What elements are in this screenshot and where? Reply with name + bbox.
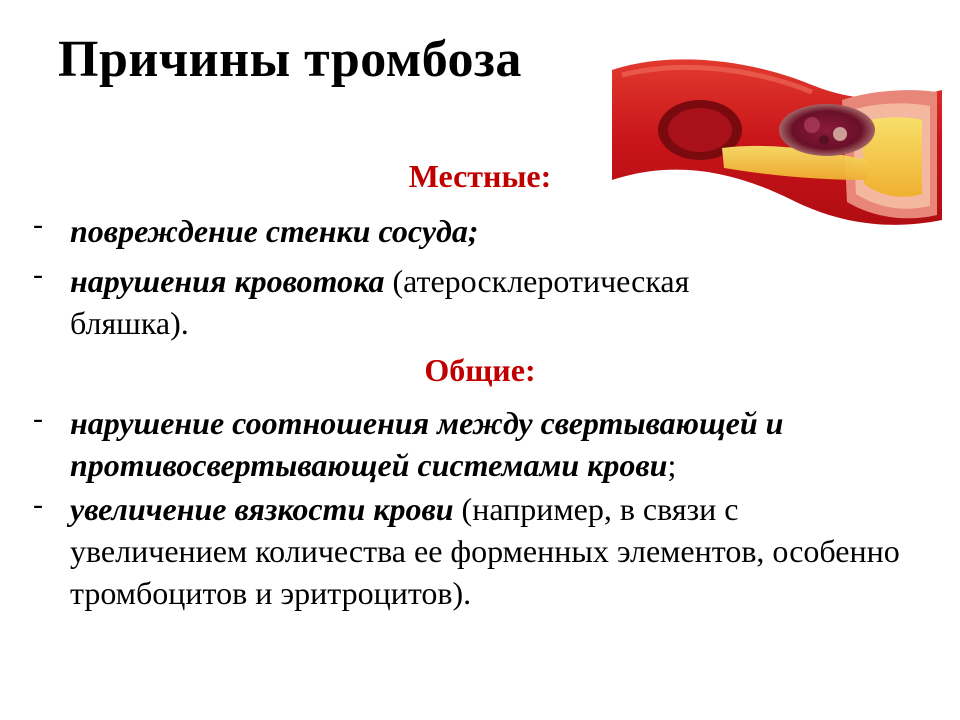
list-item xyxy=(70,402,920,486)
list-item xyxy=(70,260,810,344)
list-item xyxy=(70,488,920,614)
item-emphasis: нарушение соотношения между свертывающей и противосвертывающей системами крови xyxy=(70,405,784,483)
item-text: (атеросклеротическая бляшка). xyxy=(70,263,690,341)
bullet-dash: - xyxy=(33,488,43,521)
item-text: (например, в связи с увеличением количества ее форменных элементов, особенно тромбоцитов и эритроцитов). xyxy=(70,491,900,611)
item-emphasis: повреждение стенки сосуда; xyxy=(70,213,479,249)
section-heading-local: Местные: xyxy=(408,158,552,194)
item-text: ; xyxy=(667,447,677,483)
slide-title: Причины тромбоза xyxy=(58,31,522,88)
bullet-dash: - xyxy=(33,402,43,435)
bullet-dash: - xyxy=(33,258,43,291)
blood-vessel-thrombus-illustration xyxy=(612,30,942,230)
bullet-dash: - xyxy=(33,208,43,241)
section-heading-general: Общие: xyxy=(424,352,536,388)
item-emphasis: нарушения кровотока xyxy=(70,263,385,299)
item-emphasis: увеличение вязкости крови xyxy=(70,491,454,527)
list-item xyxy=(70,210,920,252)
